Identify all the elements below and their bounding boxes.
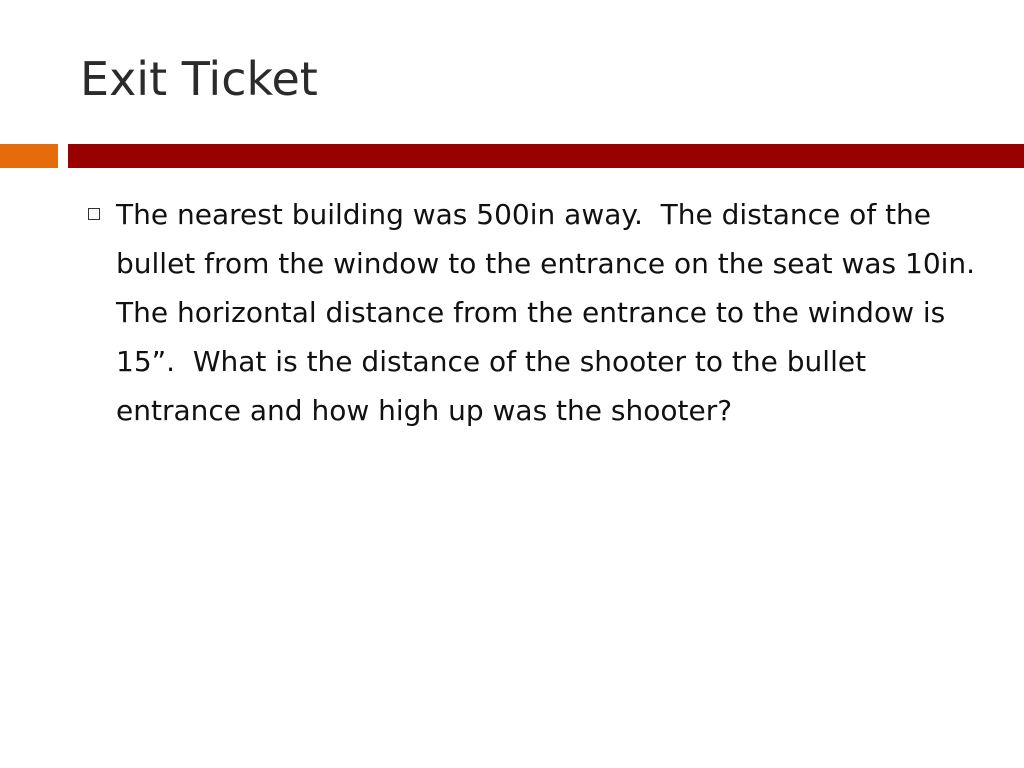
bullet-item <box>82 190 993 435</box>
slide-content <box>82 190 993 435</box>
title-accent-bar <box>0 144 58 168</box>
bullet-text: The nearest building was 500in away. The distance of the bullet from the window to the entrance on the seat was 10in. The horizontal distance from the entrance to the window is 15”. What is the distance of the shooter to the bullet entrance and how high up was the shooter? <box>116 198 993 427</box>
square-bullet-icon <box>88 208 100 220</box>
slide-title: Exit Ticket <box>80 52 318 106</box>
title-rule <box>68 144 1024 168</box>
